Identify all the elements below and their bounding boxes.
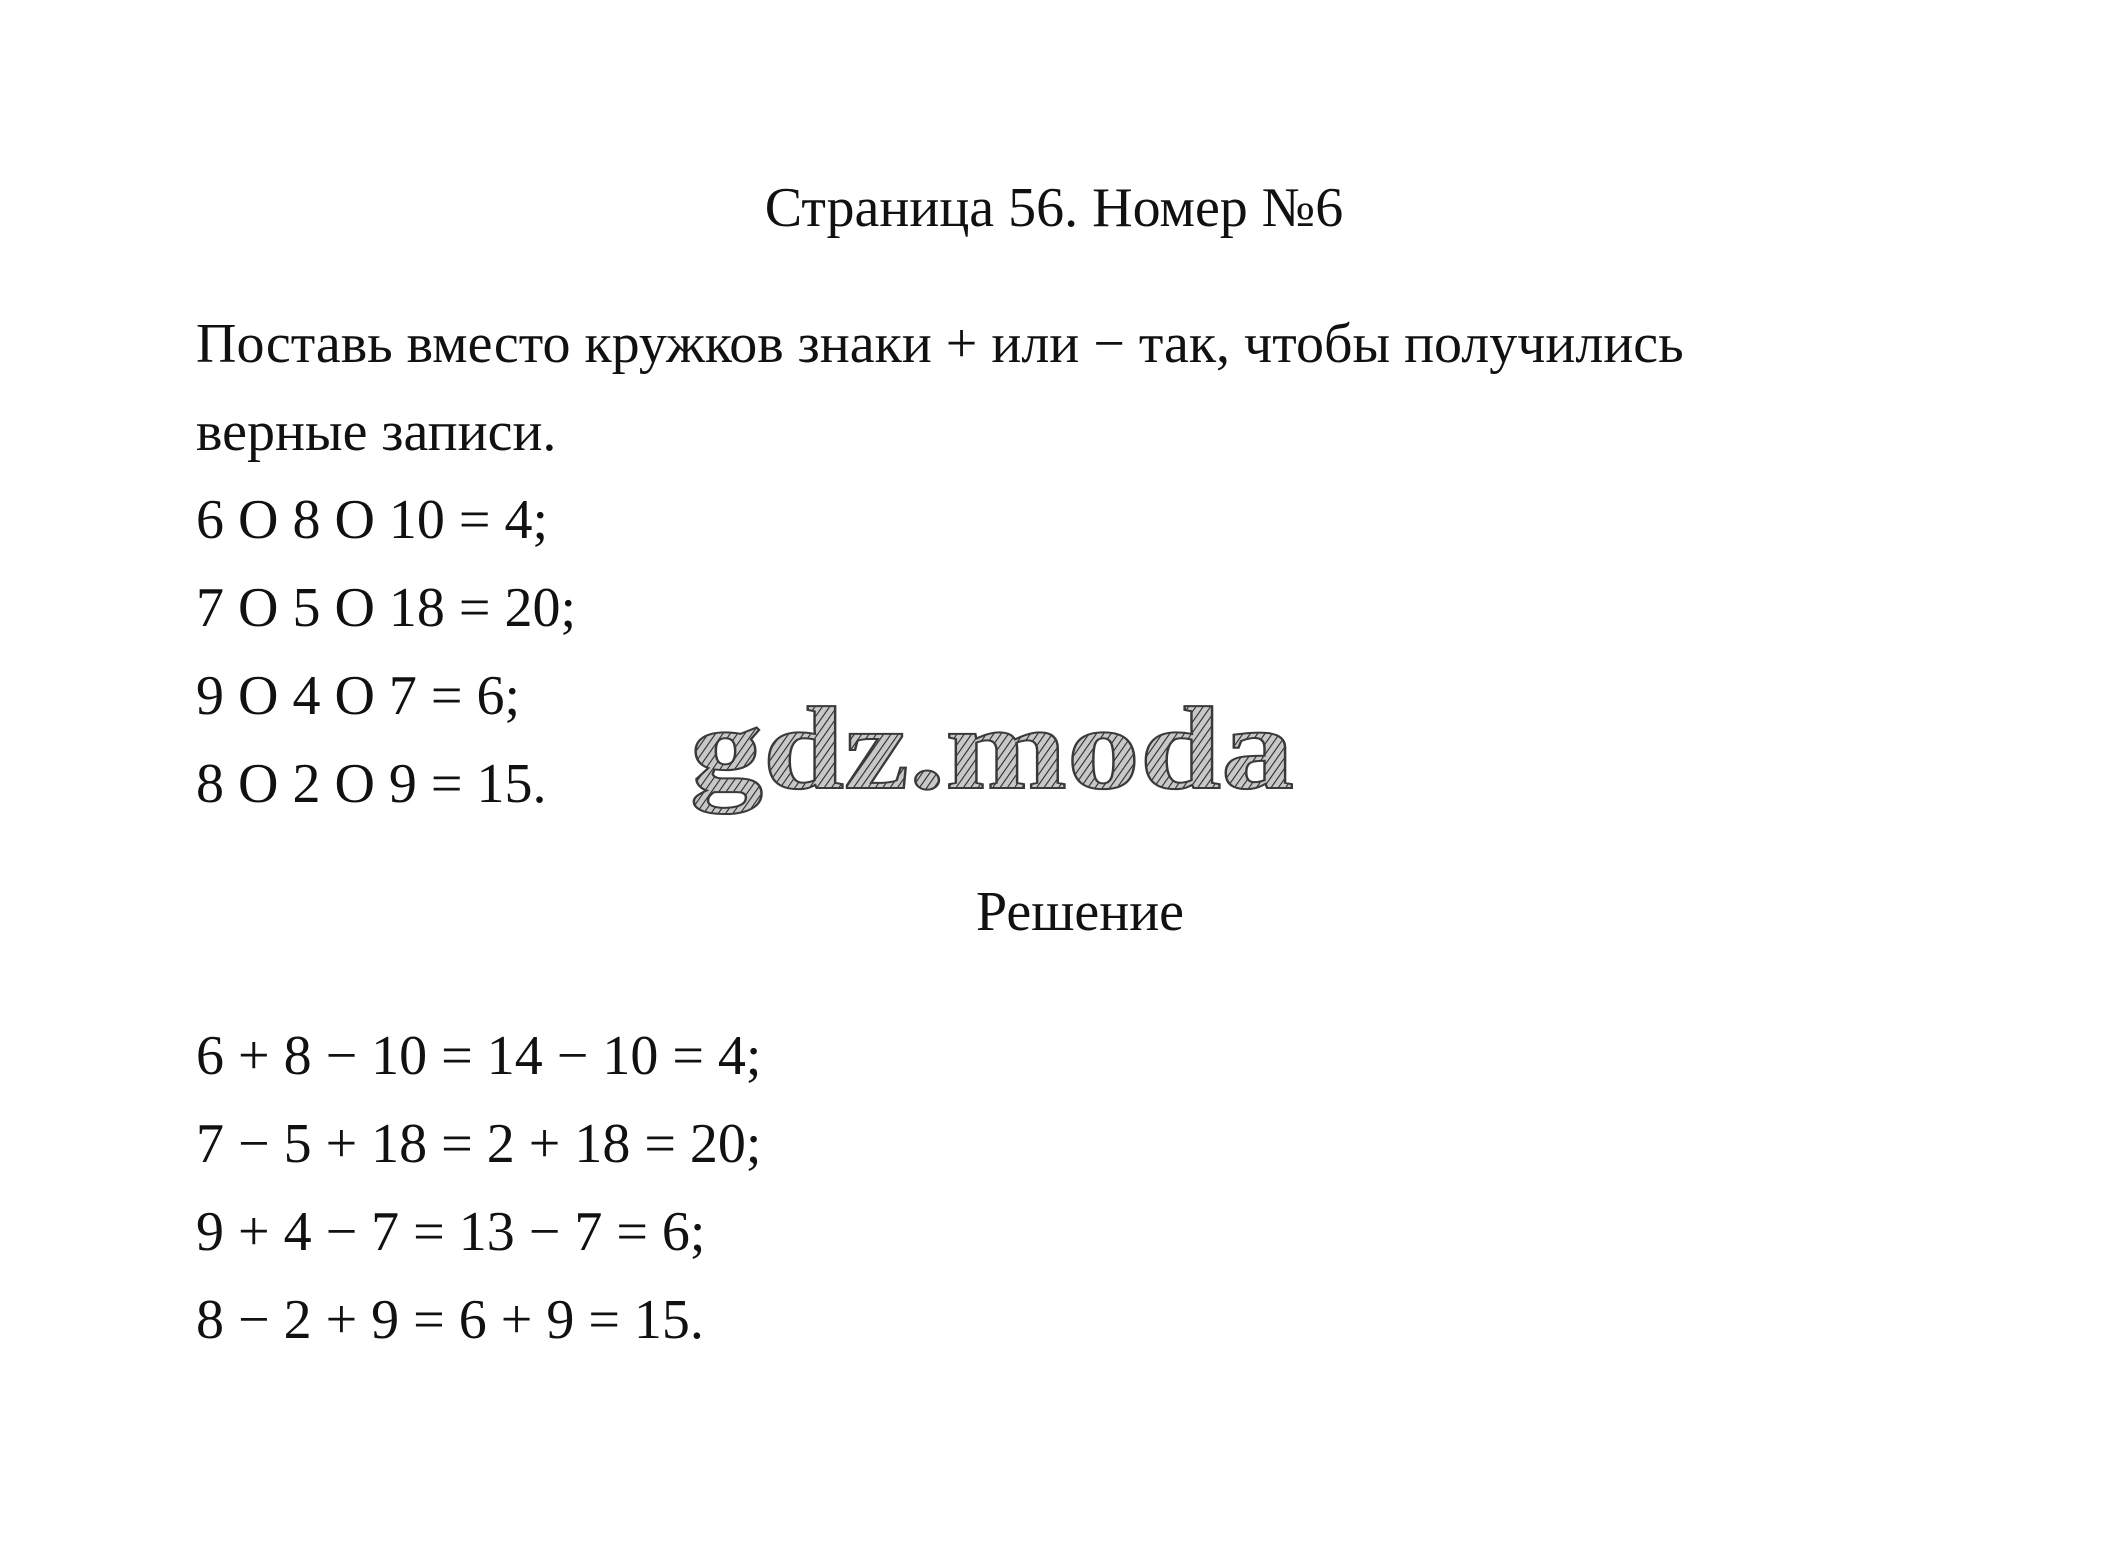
watermark-text: gdz.moda [690, 683, 1294, 814]
task-expression-4: 8 O 2 O 9 = 15. [196, 753, 547, 815]
solution-line-3: 9 + 4 − 7 = 13 − 7 = 6; [196, 1201, 706, 1263]
task-instruction-line-1: Поставь вместо кружков знаки + или − так, чтобы получились [196, 313, 1684, 375]
task-instruction-line-2: верные записи. [196, 401, 557, 463]
solution-line-1: 6 + 8 − 10 = 14 − 10 = 4; [196, 1025, 762, 1087]
solution-block [196, 1012, 1596, 1364]
task-expression-2: 7 O 5 O 18 = 20; [196, 577, 577, 639]
solution-line-2: 7 − 5 + 18 = 2 + 18 = 20; [196, 1113, 762, 1175]
page-title: Страница 56. Номер №6 [764, 177, 1344, 239]
watermark-logo [682, 676, 1302, 836]
task-expression-1: 6 O 8 O 10 = 4; [196, 489, 549, 551]
task-expression-3: 9 O 4 O 7 = 6; [196, 665, 521, 727]
solution-heading: Решение [975, 881, 1185, 943]
solution-line-4: 8 − 2 + 9 = 6 + 9 = 15. [196, 1289, 704, 1351]
